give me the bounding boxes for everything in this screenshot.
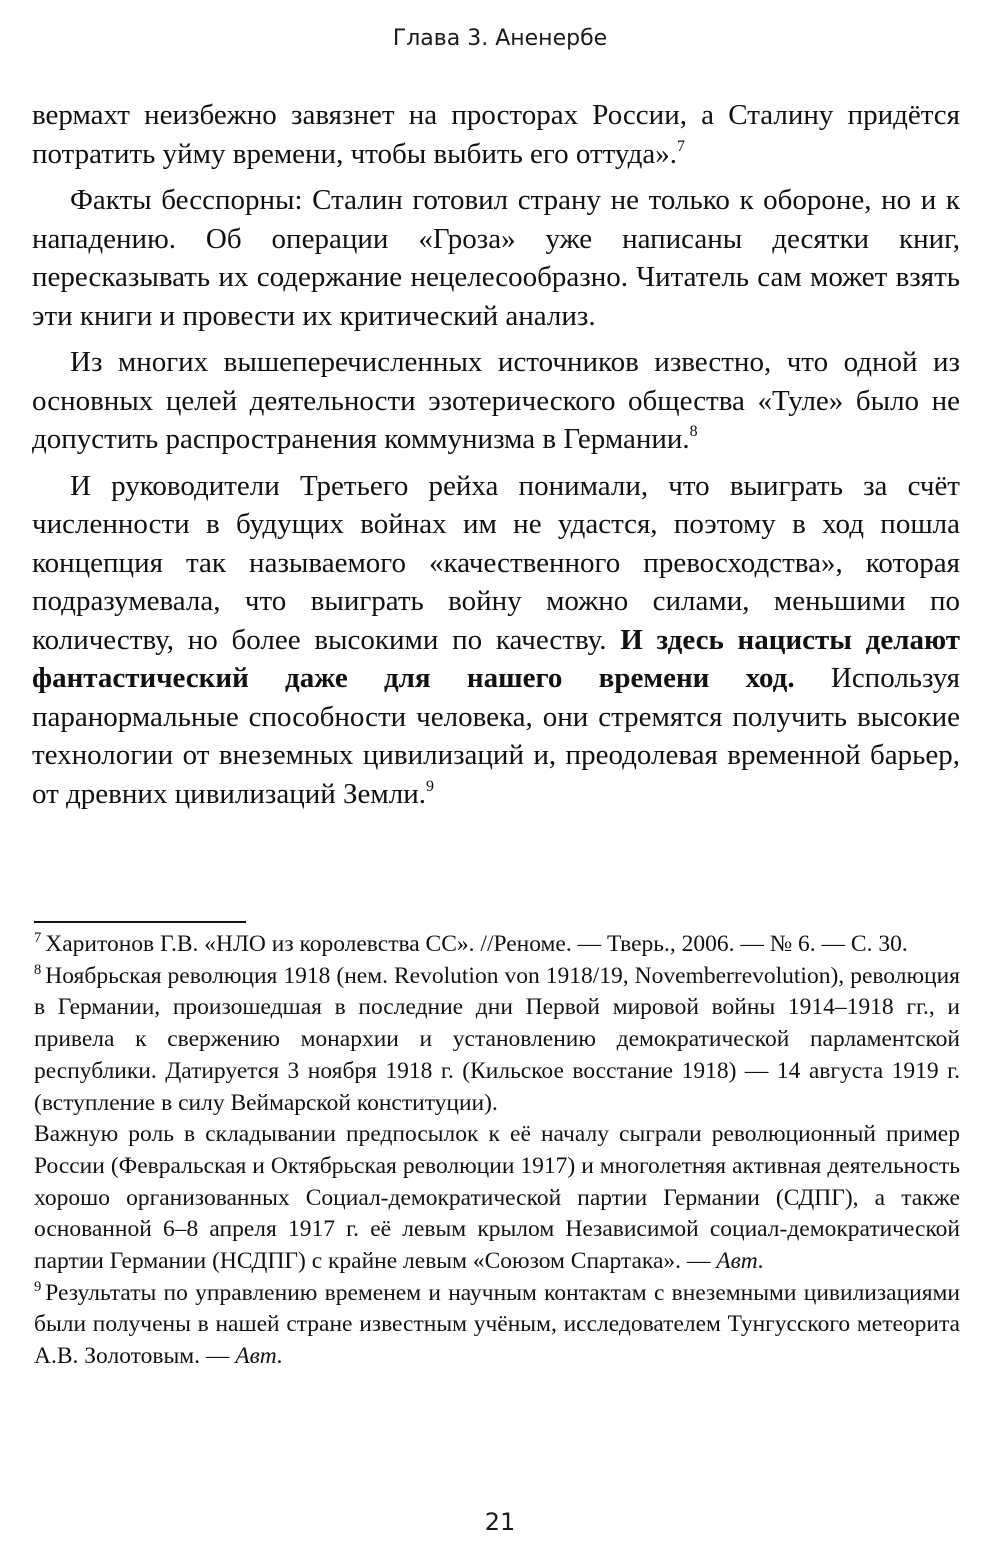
paragraph-4-bold-emphasis: И здесь нацисты делают фантастический даже для нашего времени ход. xyxy=(32,623,960,694)
footnote-8-mark: 8 xyxy=(34,961,42,978)
footnote-7 xyxy=(34,929,960,961)
running-header: Глава 3. Аненербе xyxy=(392,26,608,51)
paragraph-2-text: Факты бесспорны: Сталин готовил страну не только к обороне, но и к нападению. Об операции «Гроза» уже написаны десятки книг, пересказывать их содержание нецелесообразно. Читатель сам может взять эти книги и провести их критический анализ. xyxy=(32,184,960,332)
paragraph-1 xyxy=(32,96,960,173)
footnote-ref-8: 8 xyxy=(689,423,698,441)
footnote-8-text: Ноябрьская революция 1918 (нем. Revolution von 1918/19, Novemberrevolution), революция в Германии, произошедшая в последние дни Первой мировой войны 1914–1918 гг., и привела к свержению монархии и установлению демократической парламентской республики. Датируется 3 ноября 1918 г. (Кильское восстание 1918) — 14 августа 1919 г. (вступление в силу Веймарской конституции). xyxy=(34,962,960,1116)
footnote-9-mark: 9 xyxy=(34,1279,42,1295)
paragraph-3-text: Из многих вышеперечисленных источников известно, что одной из основных целей деятельности эзотерического общества «Туле» было не допустить распространения коммунизма в Германии. xyxy=(32,346,960,455)
footnote-8-continuation-text: Важную роль в складывании предпосылок к её началу сыграли революционный пример России (Февральская и Октябрьская революции 1917) и многолетняя активная деятельность хорошо организованных Социал-демократической партии Германии (СДПГ), а также основанной 6–8 апреля 1917 г. её левым крылом Независимой социал-демократической партии Германии (НСДПГ) с крайне левым «Союзом Спартака». — xyxy=(34,1121,960,1275)
footnote-7-text: Харитонов Г.В. «НЛО из королевства СС». //Реноме. — Тверь., 2006. — № 6. — С. 30. xyxy=(45,931,908,957)
footnote-7-mark: 7 xyxy=(34,930,42,947)
footnote-8-author: Авт. xyxy=(716,1248,764,1275)
footnote-9 xyxy=(34,1278,960,1373)
main-text xyxy=(32,96,960,821)
page-number: 21 xyxy=(484,1508,516,1536)
paragraph-1-text: вермахт неизбежно завязнет на просторах России, а Сталину придётся потратить уйму времени, чтобы выбить его оттуда». xyxy=(32,99,960,170)
footnote-ref-9: 9 xyxy=(426,777,434,795)
paragraph-4-text-before: И руководители Третьего рейха понимали, что выиграть за счёт численности в будущих войнах им не удастся, поэтому в ход пошла концепция так называемого «качественного превосходства», которая подразумевала, что выиграть войну можно силами, меньшими по количеству, но более высокими по качеству. xyxy=(32,469,960,656)
paragraph-4-text-after: Используя паранормальные способности человека, они стремятся получить высокие технологии от внеземных цивилизаций и, преодолевая временной барьер, от древних цивилизаций Земли. xyxy=(32,662,960,810)
paragraph-2 xyxy=(32,181,960,335)
paragraph-3 xyxy=(32,343,960,459)
footnote-9-author: Авт. xyxy=(235,1343,283,1370)
footnote-8-continuation xyxy=(34,1119,960,1278)
footnote-8 xyxy=(34,961,960,1120)
footnotes xyxy=(34,929,960,1373)
footnote-separator-rule xyxy=(34,921,246,923)
paragraph-4 xyxy=(32,467,960,814)
footnote-ref-7: 7 xyxy=(676,137,685,155)
footnote-9-text: Результаты по управлению временем и научным контактам с внеземными цивилизациями были получены в нашей стране известным учёным, исследователем Тунгусского метеорита А.В. Золотовым. — xyxy=(34,1279,960,1370)
